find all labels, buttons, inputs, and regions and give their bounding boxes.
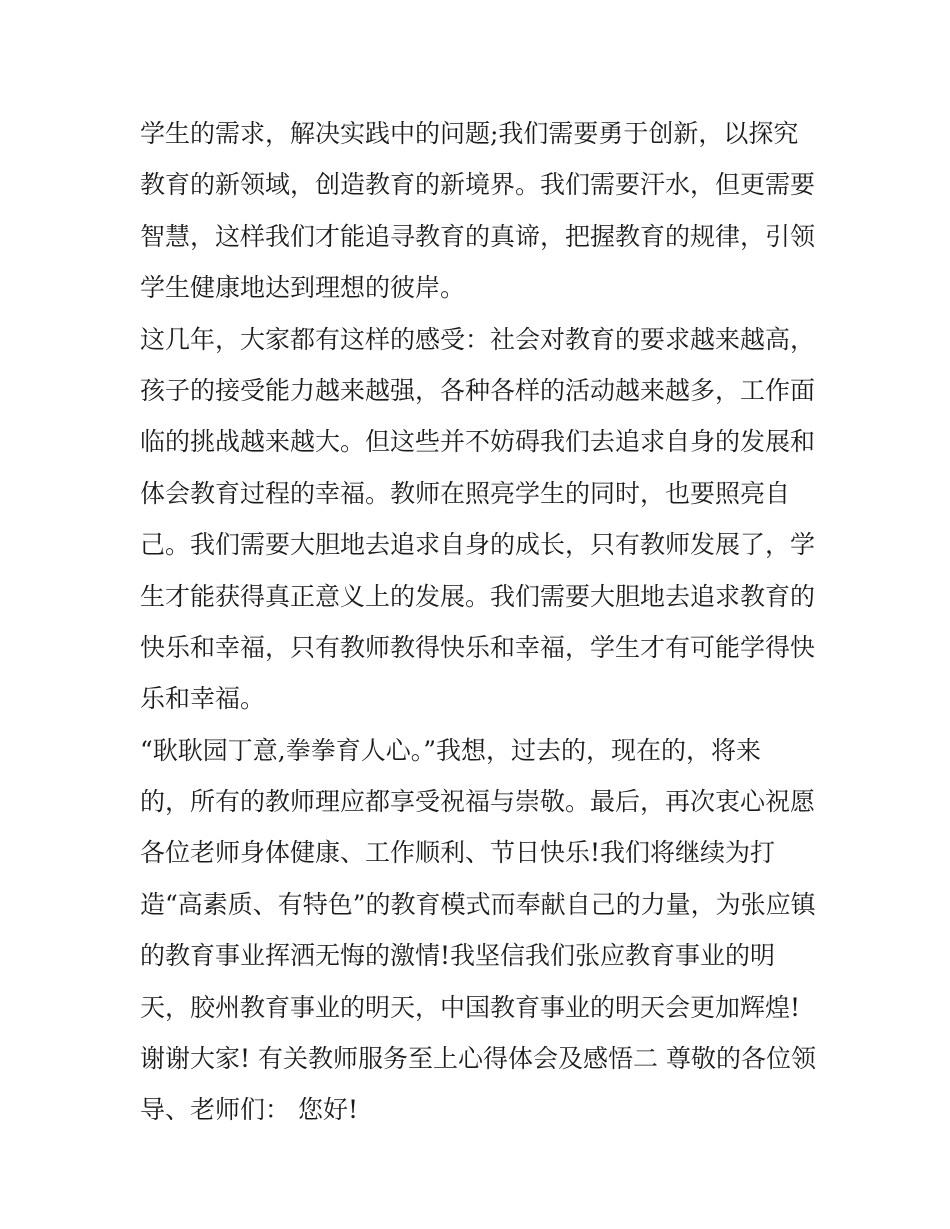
text-line: 己。我们需要大胆地去追求自身的成长，只有教师发展了，学 <box>140 530 816 560</box>
text-line: 乐和幸福。 <box>140 684 266 714</box>
text-line: 孩子的接受能力越来越强，各种各样的活动越来越多，工作面 <box>140 375 816 405</box>
text-line: 天，胶州教育事业的明天，中国教育事业的明天会更加辉煌! <box>140 992 801 1022</box>
text-line: 临的挑战越来越大。但这些并不妨碍我们去追求自身的发展和 <box>140 427 816 457</box>
body-text <box>140 108 830 1136</box>
text-line: 智慧，这样我们才能追寻教育的真谛，把握教育的规律，引领 <box>140 221 816 251</box>
text-line: “耿耿园丁意,拳拳育人心。”我想，过去的，现在的，将来 <box>140 735 762 765</box>
text-line: 教育的新领域，创造教育的新境界。我们需要汗水，但更需要 <box>140 170 816 200</box>
text-line: 学生的需求，解决实践中的问题;我们需要勇于创新，以探究 <box>140 119 799 148</box>
text-line: 快乐和幸福，只有教师教得快乐和幸福，学生才有可能学得快 <box>140 632 816 662</box>
text-line: 体会教育过程的幸福。教师在照亮学生的同时，也要照亮自 <box>140 478 791 508</box>
text-line: 学生健康地达到理想的彼岸。 <box>140 273 466 303</box>
text-line: 的教育事业挥洒无悔的激情!我坚信我们张应教育事业的明 <box>140 941 776 971</box>
text-line: 各位老师身体健康、工作顺利、节日快乐!我们将继续为打 <box>140 838 776 868</box>
text-line: 生才能获得真正意义上的发展。我们需要大胆地去追求教育的 <box>140 581 816 611</box>
text-line: 导、老师们： 您好! <box>140 1095 358 1125</box>
text-line: 造“高素质、有特色”的教育模式而奉献自己的力量，为张应镇 <box>140 889 816 919</box>
text-line: 的，所有的教师理应都享受祝福与崇敬。最后，再次衷心祝愿 <box>140 787 816 817</box>
text-line: 这几年，大家都有这样的感受：社会对教育的要求越来越高， <box>140 324 816 354</box>
text-line: 谢谢大家! 有关教师服务至上心得体会及感悟二 尊敬的各位领 <box>140 1044 816 1074</box>
